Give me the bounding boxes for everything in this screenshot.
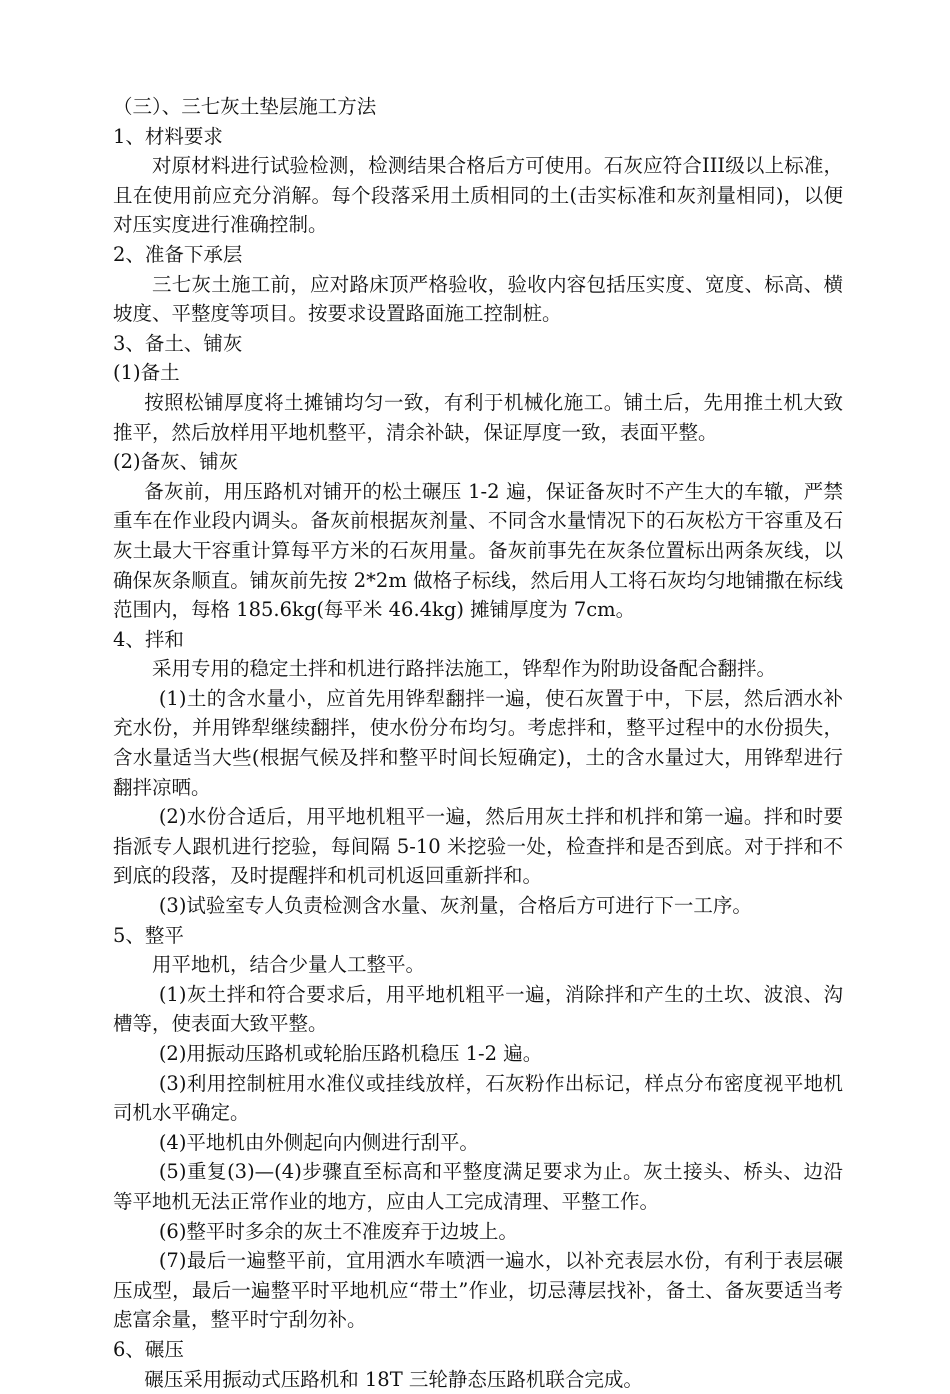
paragraph: 用平地机，结合少量人工整平。: [152, 953, 426, 977]
paragraph: 碾压采用振动式压路机和 18T 三轮静态压路机联合完成。: [144, 1367, 643, 1391]
paragraph: (2)备灰、铺灰: [113, 450, 239, 474]
paragraph: 按照松铺厚度将土摊铺均匀一致，有利于机械化施工。铺土后，先用推土机大致推平，然后放样用平地机整平，清余补缺，保证厚度一致，表面平整。: [113, 390, 843, 444]
paragraph: (1)备土: [113, 361, 180, 385]
paragraph: 备灰前，用压路机对铺开的松土碾压 1-2 遍，保证备灰时不产生大的车辙，严禁重车在作业段内调头。备灰前根据灰剂量、不同含水量情况下的石灰松方干容重及石灰土最大干容重计算每平方米的石灰用量。备灰前事先在灰条位置标出两条灰线，以确保灰条顺直。铺灰前先按 2*2m 做格子标线，然后用人工将石灰均匀地铺撒在标线范围内，每格 185.6kg(每平米 46.4kg) 摊铺厚度为 7cm。: [113, 479, 843, 622]
paragraph: 1、材料要求: [113, 124, 223, 148]
paragraph: (7)最后一遍整平前，宜用洒水车喷洒一遍水，以补充表层水份，有利于表层碾压成型，最后一遍整平时平地机应“带土”作业，切忌薄层找补，备土、备灰要适当考虑富余量，整平时宁刮勿补。: [113, 1249, 843, 1332]
paragraph: 对原材料进行试验检测，检测结果合格后方可使用。石灰应符合III级以上标准，且在使用前应充分消解。每个段落采用土质相同的土(击实标准和灰剂量相同)，以便对压实度进行准确控制。: [113, 154, 843, 237]
paragraph: 6、碾压: [113, 1337, 184, 1361]
paragraph: 4、拌和: [113, 627, 184, 651]
paragraph: (1)土的含水量小，应首先用铧犁翻拌一遍，使石灰置于中，下层，然后洒水补充水份，并用铧犁继续翻拌，使水份分布均匀。考虑拌和，整平过程中的水份损失，含水量适当大些(根据气候及拌和整平时间长短确定)，土的含水量过大，用铧犁进行翻拌凉晒。: [113, 686, 843, 799]
paragraph: (3)利用控制桩用水准仪或挂线放样，石灰粉作出标记，样点分布密度视平地机司机水平确定。: [113, 1071, 843, 1125]
paragraph: 2、准备下承层: [113, 242, 243, 266]
paragraph: (1)灰土拌和符合要求后，用平地机粗平一遍，消除拌和产生的土坎、波浪、沟槽等，使表面大致平整。: [113, 982, 843, 1036]
paragraph: (2)用振动压路机或轮胎压路机稳压 1-2 遍。: [158, 1042, 543, 1065]
paragraph: (6)整平时多余的灰土不准废弃于边坡上。: [158, 1219, 518, 1243]
paragraph: 采用专用的稳定土拌和机进行路拌法施工，铧犁作为附助设备配合翻拌。: [152, 657, 777, 681]
paragraph: 3、备土、铺灰: [113, 331, 243, 355]
paragraph: (5)重复(3)—(4)步骤直至标高和平整度满足要求为止。灰土接头、桥头、边沿等平地机无法正常作业的地方，应由人工完成清理、平整工作。: [113, 1160, 843, 1213]
paragraph: (3)试验室专人负责检测含水量、灰剂量，合格后方可进行下一工序。: [158, 894, 752, 918]
paragraph: (2)水份合适后，用平地机粗平一遍，然后用灰土拌和机拌和第一遍。拌和时要指派专人跟机进行挖验，每间隔 5-10 米挖验一处，检查拌和是否到底。对于拌和不到底的段落，及时提醒拌和机司机返回重新拌和。: [113, 805, 843, 888]
paragraph: 三七灰土施工前，应对路床顶严格验收，验收内容包括压实度、宽度、标高、横坡度、平整度等项目。按要求设置路面施工控制桩。: [113, 272, 843, 326]
paragraph: 5、整平: [113, 923, 184, 947]
section-title: （三）、三七灰土垫层施工方法: [113, 95, 377, 118]
paragraph: (4)平地机由外侧起向内侧进行刮平。: [158, 1130, 479, 1154]
document-page: [113, 92, 843, 1394]
